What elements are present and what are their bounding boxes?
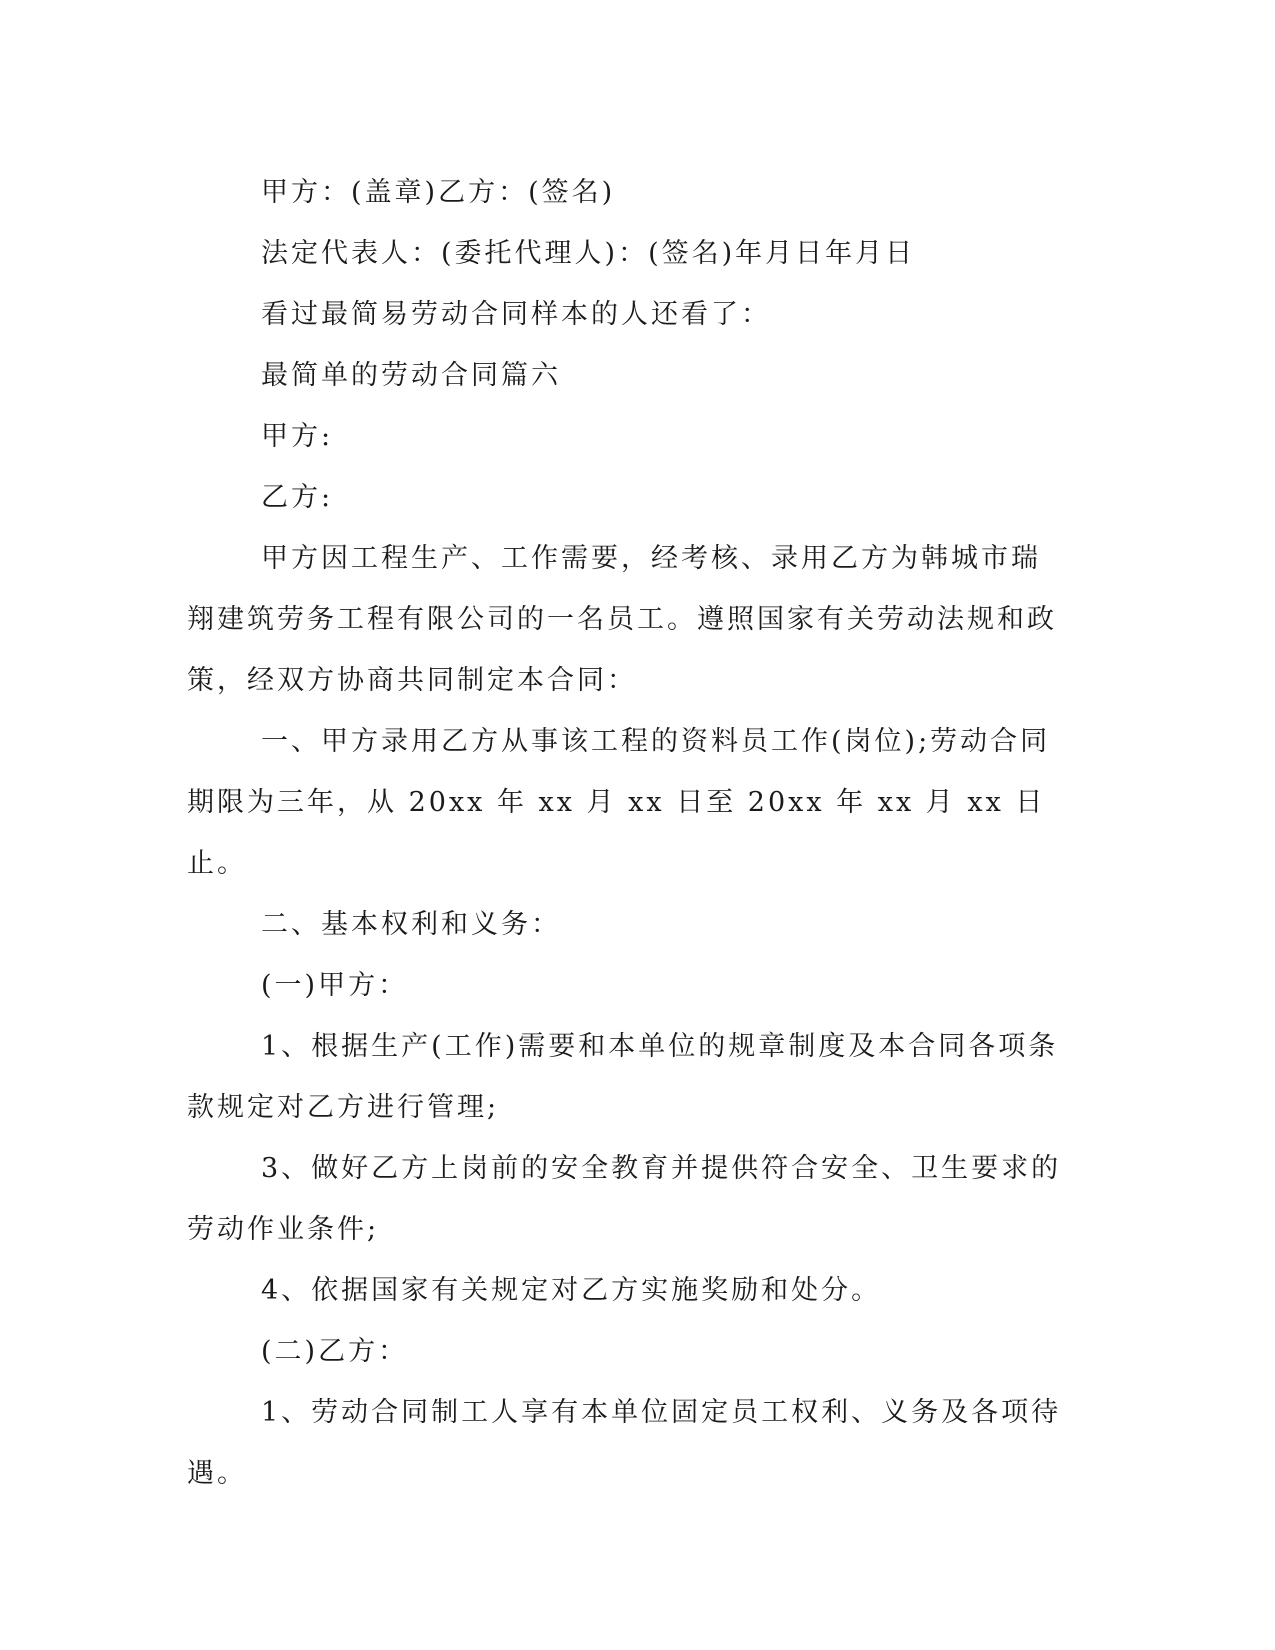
paragraph-party-b-duty-1: 1、劳动合同制工人享有本单位固定员工权利、义务及各项待遇。 [187,1397,1062,1489]
paragraph-party-b: 乙方: [261,482,334,513]
paragraph-party-a-duty-1: 1、根据生产(工作)需要和本单位的规章制度及本合同各项条款规定对乙方进行管理; [187,1031,1059,1123]
paragraph-party-a-duty-4: 4、依据国家有关规定对乙方实施奖励和处分。 [261,1275,882,1306]
document-body [187,162,1067,1504]
paragraph-party-b-duties-heading: (二)乙方： [261,1336,409,1367]
paragraph-clause-2: 二、基本权利和义务： [261,909,561,940]
paragraph-party-a-duties-heading: (一)甲方： [261,970,409,1001]
section-heading: 最简单的劳动合同篇六 [261,360,561,391]
paragraph-party-a: 甲方: [261,421,334,452]
paragraph-preamble: 甲方因工程生产、工作需要，经考核、录用乙方为韩城市瑞翔建筑劳务工程有限公司的一名员工。遵照国家有关劳动法规和政策，经双方协商共同制定本合同： [187,543,1057,696]
paragraph-legal-representative: 法定代表人：(委托代理人)：(签名)年月日年月日 [261,238,916,269]
paragraph-clause-1: 一、甲方录用乙方从事该工程的资料员工作(岗位);劳动合同期限为三年，从 20xx 年 xx 月 xx 日至 20xx 年 xx 月 xx 日止。 [187,726,1051,879]
paragraph-also-viewed: 看过最简易劳动合同样本的人还看了： [261,299,771,330]
paragraph-signature-parties: 甲方：(盖章)乙方：(签名) [261,177,616,208]
paragraph-party-a-duty-3: 3、做好乙方上岗前的安全教育并提供符合安全、卫生要求的劳动作业条件; [187,1153,1062,1245]
